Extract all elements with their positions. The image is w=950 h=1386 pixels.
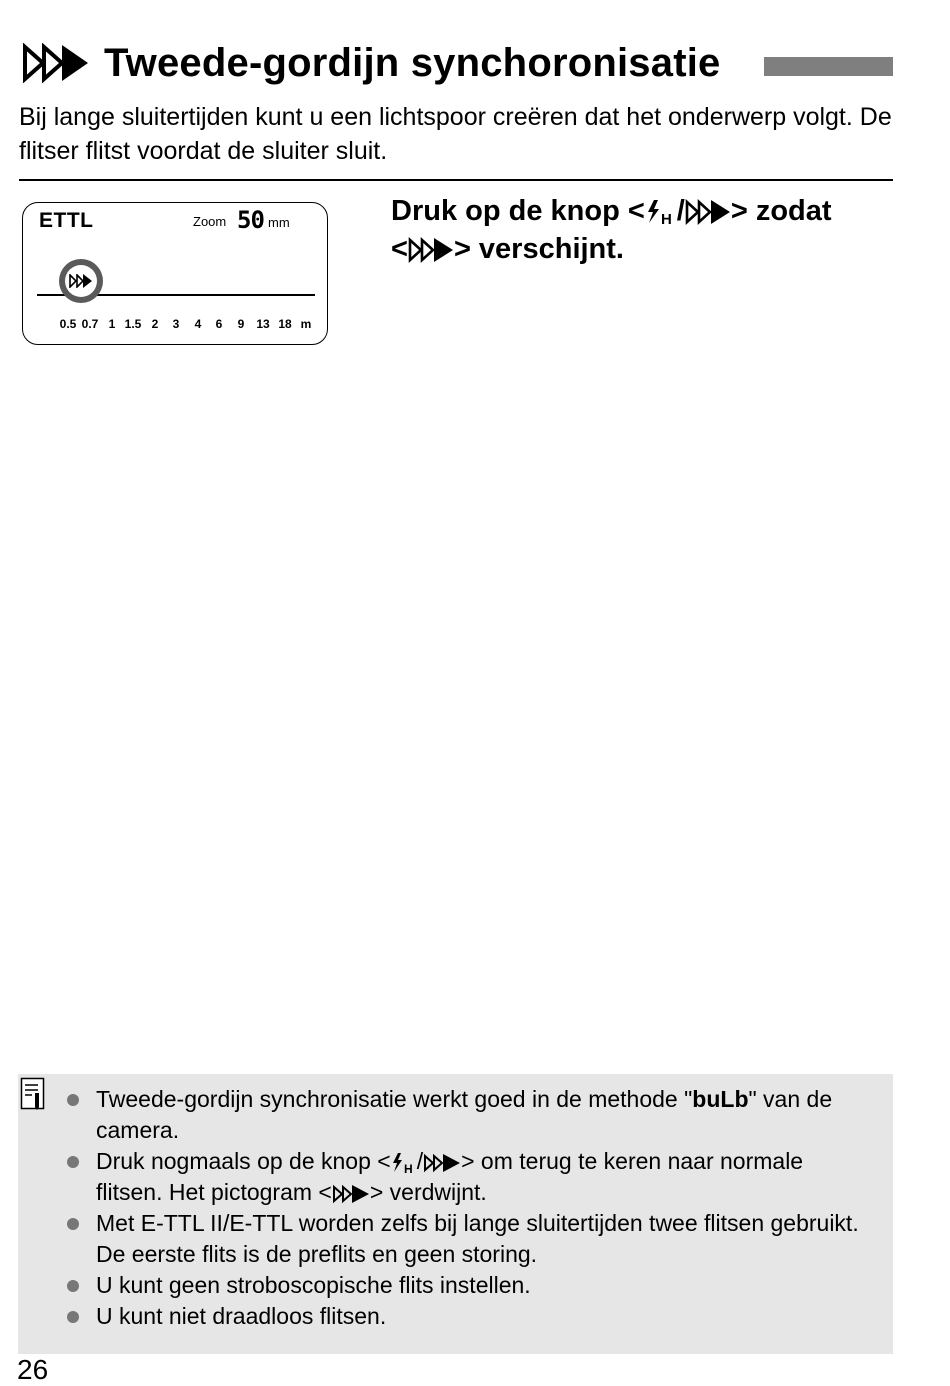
list-item: [18, 1208, 893, 1270]
step-instruction: [391, 192, 911, 268]
intro-text: Bij lange sluitertijden kunt u een lichtspoor creëren dat het onderwerp volgt. De flitser flitst voordat de sluiter sluit.: [19, 103, 892, 165]
second-curtain-sync-icon: [332, 1184, 370, 1204]
step-text: > verschijnt.: [453, 233, 624, 265]
note-text: Tweede-gordijn synchronisatie werkt goed in de methode ": [96, 1086, 693, 1112]
scale-label: 9: [237, 317, 245, 331]
high-speed-sync-icon: [645, 199, 677, 225]
step-text: > zodat: [730, 195, 832, 227]
notes-box: [18, 1074, 893, 1354]
note-text: " van de camera.: [96, 1086, 833, 1143]
svg-text:H: H: [403, 1161, 413, 1174]
second-curtain-sync-icon: [423, 1153, 461, 1173]
lcd-sync-indicator: [59, 259, 103, 303]
step-text: /: [676, 195, 685, 227]
second-curtain-sync-icon: [685, 199, 731, 225]
scale-label: 6: [215, 317, 223, 331]
lcd-panel: [22, 202, 328, 345]
bullet: [67, 1156, 79, 1168]
scale-label: m: [300, 317, 312, 331]
divider: [19, 179, 893, 181]
note-text: U kunt niet draadloos flitsen.: [96, 1303, 387, 1329]
list-item: [18, 1270, 893, 1301]
scale-label: 18: [278, 317, 292, 331]
note-text: Druk nogmaals op de knop <: [96, 1148, 391, 1174]
svg-text:H: H: [660, 211, 672, 226]
note-text: > verdwijnt.: [369, 1179, 487, 1205]
second-curtain-sync-icon: [69, 274, 93, 288]
scale-label: 3: [172, 317, 180, 331]
note-text-bold: buLb: [692, 1086, 749, 1112]
bullet: [67, 1311, 79, 1323]
title-text: Tweede-gordijn synchoronisatie: [104, 40, 721, 85]
note-text: > om terug te keren naar normale flitsen. Het pictogram <: [96, 1148, 804, 1205]
high-speed-sync-icon: [391, 1152, 417, 1174]
title-bar-decoration: [764, 57, 893, 76]
scale-label: 1: [108, 317, 116, 331]
scale-label: 4: [194, 317, 202, 331]
lcd-mode: ETTL: [39, 209, 94, 232]
bullet: [67, 1094, 79, 1106]
lcd-zoom-value: 50: [237, 206, 264, 234]
lcd-zoom-unit: mm: [268, 215, 290, 230]
list-item: [18, 1084, 893, 1146]
page-title: [22, 36, 720, 90]
note-text: /: [416, 1148, 424, 1174]
notes-list: [18, 1084, 893, 1332]
note-text: Met E-TTL II/E-TTL worden zelfs bij lange sluitertijden twee flitsen gebruikt. De eerste flits is de preflits en geen storing.: [96, 1210, 859, 1267]
scale-label: 1.5: [124, 317, 142, 331]
step-text: <: [391, 233, 408, 265]
step-text: Druk op de knop <: [391, 195, 645, 227]
second-curtain-sync-icon: [22, 43, 90, 83]
scale-label: 0.5: [59, 317, 77, 331]
bullet: [67, 1218, 79, 1230]
list-item: [18, 1301, 893, 1332]
lcd-distance-scale: [23, 317, 329, 333]
scale-label: 0.7: [81, 317, 99, 331]
scale-label: 13: [256, 317, 270, 331]
page-number: 26: [17, 1354, 49, 1385]
scale-label: 2: [151, 317, 159, 331]
lcd-zoom-label: Zoom: [193, 214, 227, 229]
bullet: [67, 1280, 79, 1292]
note-text: U kunt geen stroboscopische flits instellen.: [96, 1272, 531, 1298]
second-curtain-sync-icon: [408, 237, 454, 263]
list-item: [18, 1146, 893, 1208]
